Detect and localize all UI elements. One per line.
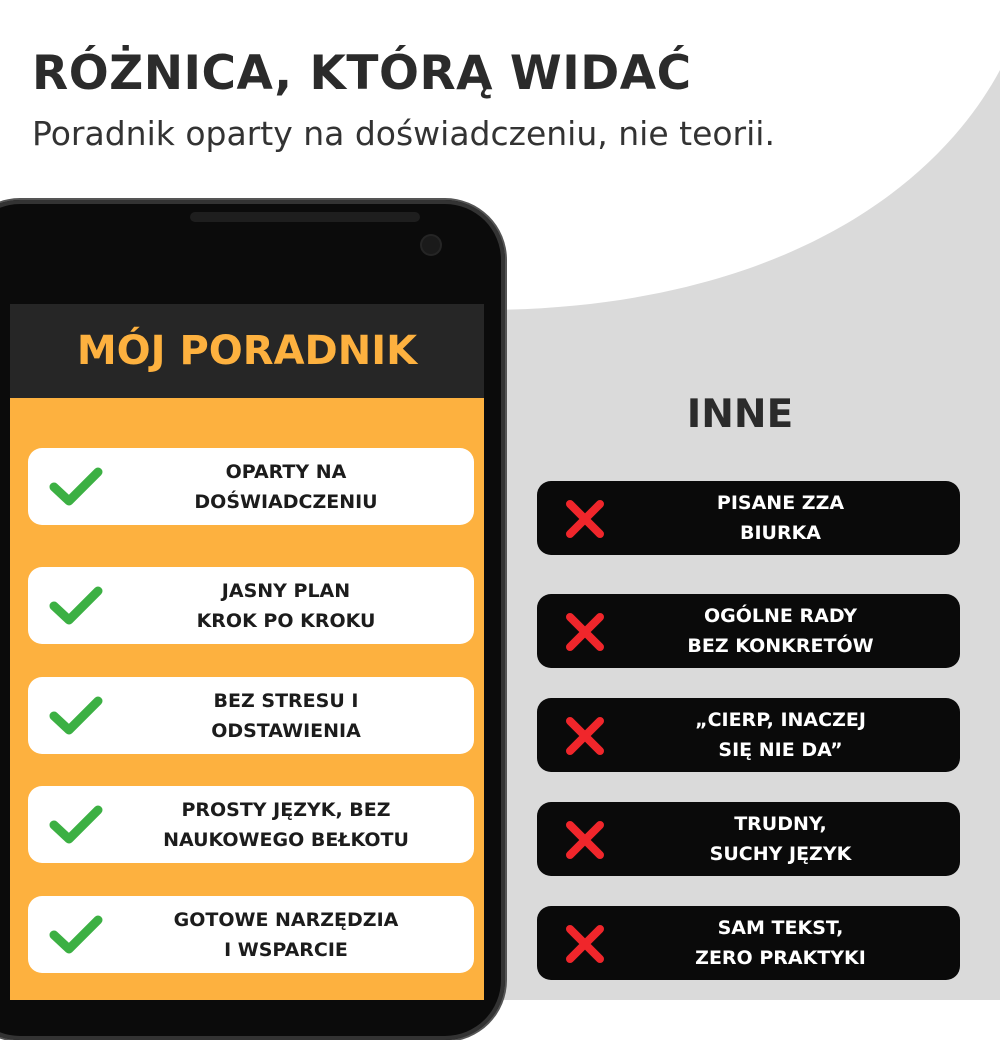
phone-camera-icon (422, 236, 440, 254)
con-item-text: OGÓLNE RADY BEZ KONKRETÓW (687, 605, 874, 657)
check-icon (48, 912, 104, 956)
pro-item-text: JASNY PLAN KROK PO KROKU (196, 579, 376, 632)
check-icon (48, 802, 104, 846)
pro-item-4 (28, 786, 474, 863)
pro-item-1 (28, 448, 474, 525)
con-item-4 (537, 802, 960, 876)
phone-speaker (190, 212, 420, 222)
pro-item-5 (28, 896, 474, 973)
con-item-5 (537, 906, 960, 980)
check-icon (48, 464, 104, 508)
page-title: RÓŻNICA, KTÓRĄ WIDAĆ (32, 46, 692, 101)
con-item-2 (537, 594, 960, 668)
con-item-3 (537, 698, 960, 772)
screen-header (10, 304, 484, 398)
check-icon (48, 583, 104, 627)
pro-item-text: GOTOWE NARZĘDZIA I WSPARCIE (173, 908, 399, 961)
page-subtitle: Poradnik oparty na doświadczeniu, nie teorii. (32, 114, 775, 153)
pro-item-2 (28, 567, 474, 644)
con-item-text: PISANE ZZA BIURKA (716, 492, 845, 544)
pro-item-text: OPARTY NA DOŚWIADCZENIU (194, 460, 378, 513)
pro-item-3 (28, 677, 474, 754)
cross-icon (565, 499, 605, 539)
pro-item-text: PROSTY JĘZYK, BEZ NAUKOWEGO BEŁKOTU (163, 798, 409, 851)
con-item-text: „CIERP, INACZEJ SIĘ NIE DA” (695, 709, 866, 761)
con-item-text: TRUDNY, SUCHY JĘZYK (709, 813, 852, 865)
cross-icon (565, 716, 605, 756)
phone-screen (10, 304, 484, 1000)
others-heading: INNE (686, 392, 794, 437)
check-icon (48, 693, 104, 737)
con-item-1 (537, 481, 960, 555)
pro-item-text: BEZ STRESU I ODSTAWIENIA (211, 689, 361, 742)
cross-icon (565, 924, 605, 964)
con-item-text: SAM TEKST, ZERO PRAKTYKI (695, 917, 866, 969)
cross-icon (565, 612, 605, 652)
cross-icon (565, 820, 605, 860)
screen-title: MÓJ PORADNIK (76, 328, 418, 374)
